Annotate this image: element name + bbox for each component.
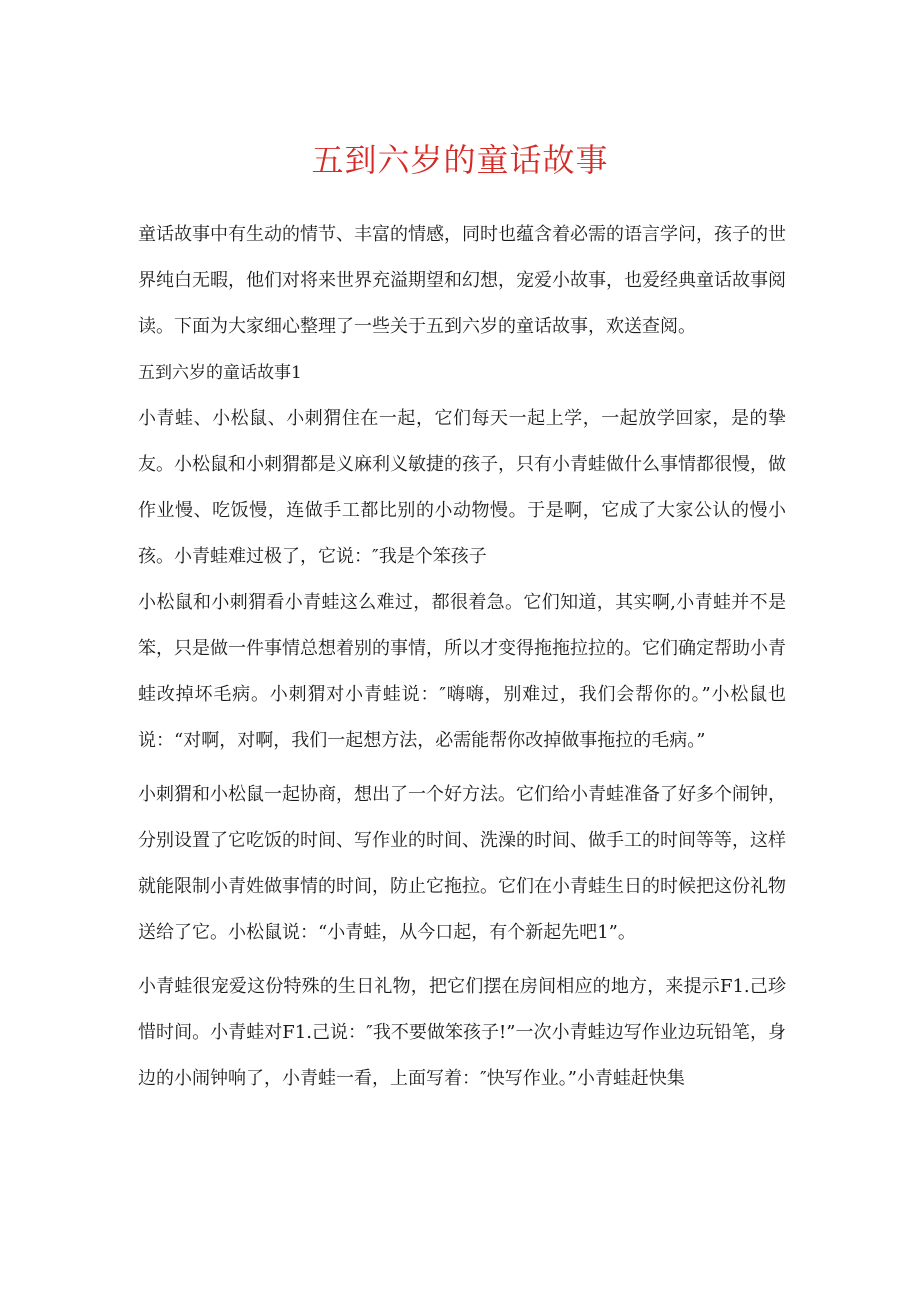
- story-paragraph-3: 小刺猬和小松鼠一起协商，想出了一个好方法。它们给小青蛙准备了好多个闹钟，分别设置了它吃饭的时间、写作业的时间、洗澡的时间、做手工的时间等等，这样就能限制小青姓做事情的时间，防止它拖拉。它们在小青蛙生日的时候把这份礼物送给了它。小松鼠说：“小青蛙，从今口起，有个新起先吧1”。: [138, 784, 786, 943]
- story-paragraph-1: 小青蛙、小松鼠、小刺猬住在一起，它们每天一起上学，一起放学回家，是的挚友。小松鼠和小刺猬都是义麻利义敏捷的孩子，只有小青蛙做什么事情都很慢，做作业慢、吃饭慢，连做手工都比别的小动物慢。于是啊，它成了大家公认的慢小孩。小青蛙难过极了，它说：″我是个笨孩子: [138, 408, 786, 567]
- story-paragraph-4: 小青蛙很宠爱这份特殊的生日礼物，把它们摆在房间相应的地方，来提示F1.己珍惜时间。小青蛙对F1.己说：″我不要做笨孩子!”一次小青蛙边写作业边玩铅笔，身边的小闹钟响了，小青蛙一看，上面写着：″快写作业。”小青蛙赶快集: [138, 976, 786, 1089]
- document-body: [138, 212, 786, 1102]
- story-heading: 五到六岁的童话故事1: [138, 363, 302, 383]
- intro-paragraph: 童话故事中有生动的情节、丰富的情感，同时也蕴含着必需的语言学问，孩子的世界纯白无暇，他们对将来世界充溢期望和幻想，宠爱小故事，也爱经典童话故事阅读。下面为大家细心整理了一些关于五到六岁的童话故事，欢送查阅。: [138, 224, 786, 337]
- document-title: 五到六岁的童话故事: [311, 141, 609, 179]
- story-paragraph-2: 小松鼠和小刺猬看小青蛙这么难过，都很着急。它们知道，其实啊,小青蛙并不是笨，只是做一件事情总想着别的事情，所以才变得拖拖拉拉的。它们确定帮助小青蛙改掉坏毛病。小刺猬对小青蛙说：″嗨嗨，别难过，我们会帮你的。”小松鼠也说：“对啊，对啊，我们一起想方法，必需能帮你改掉做事拖拉的毛病。”: [138, 592, 786, 751]
